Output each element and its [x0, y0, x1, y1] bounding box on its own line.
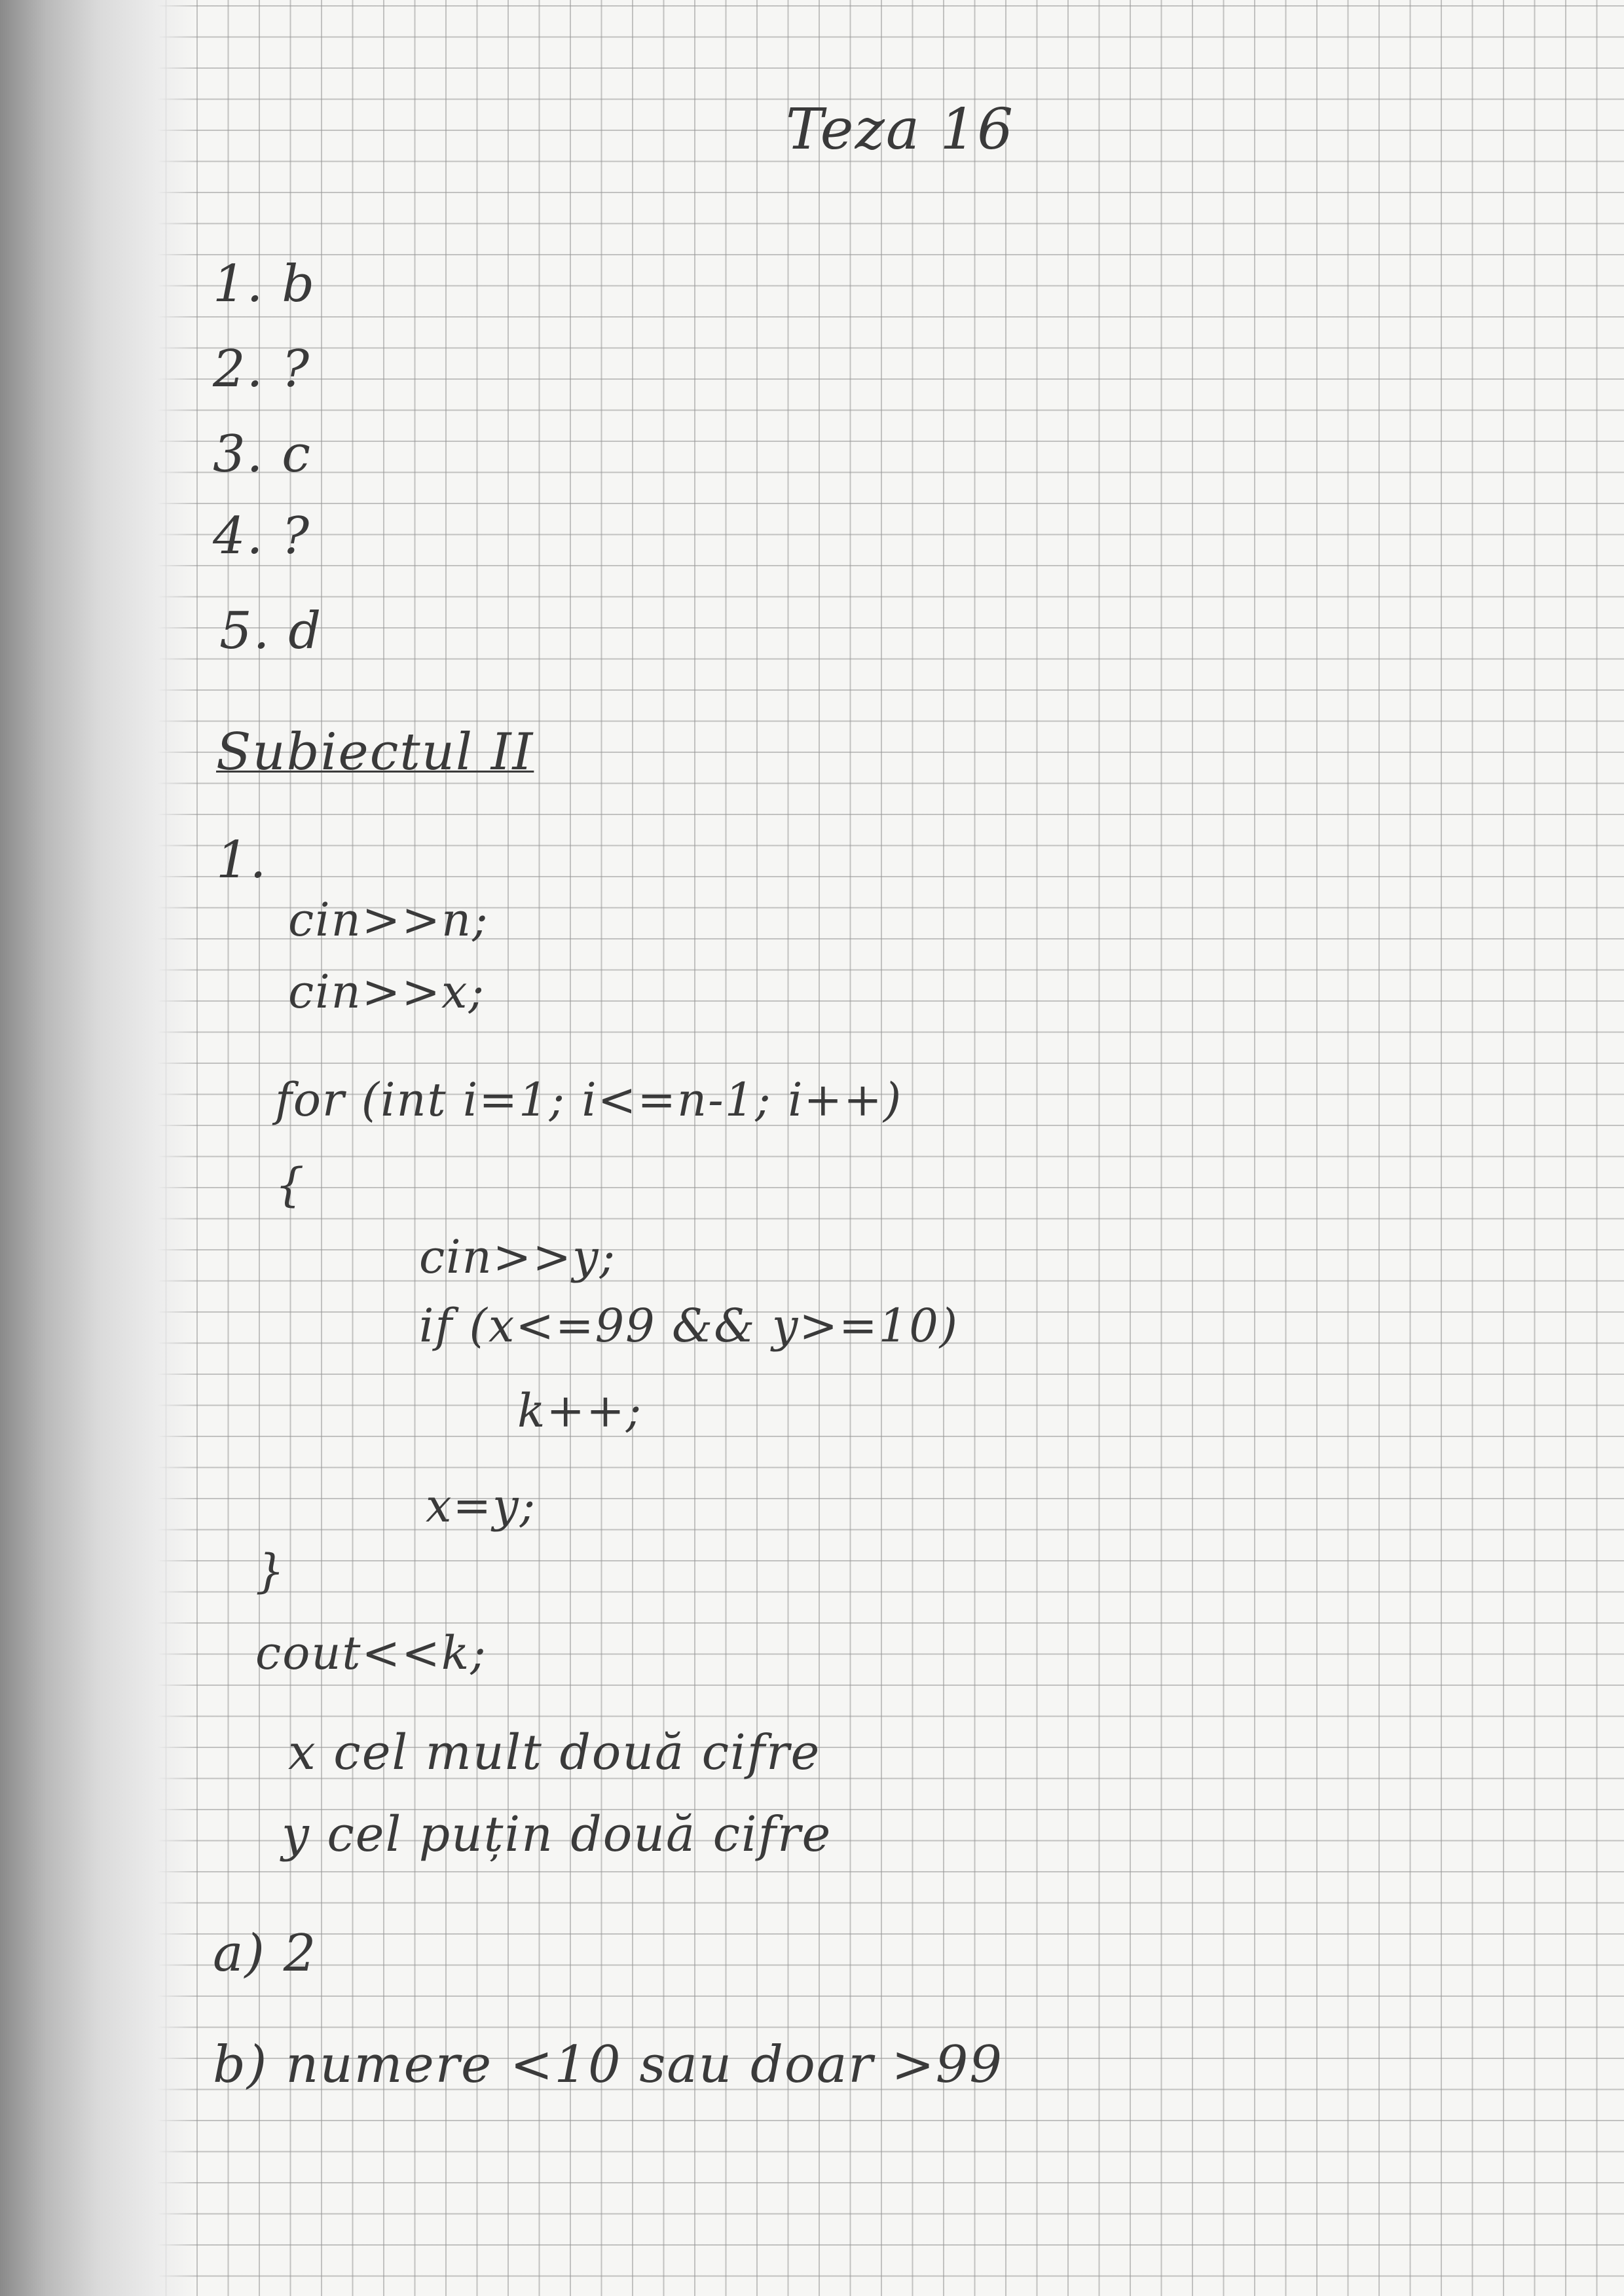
code-line: cin>>n;	[288, 893, 489, 947]
code-line: if (x<=99 && y>=10)	[419, 1299, 959, 1353]
answer-4: 4. ?	[213, 507, 311, 566]
page-title: Teza 16	[786, 97, 1014, 162]
code-line: cin>>x;	[288, 965, 486, 1019]
answer-3: 3. c	[213, 425, 312, 484]
code-line: {	[275, 1158, 306, 1212]
answer-a: a) 2	[213, 1924, 318, 1983]
code-line: k++;	[517, 1384, 643, 1438]
note-y: y cel puțin două cifre	[282, 1806, 832, 1863]
answer-1: 1. b	[213, 255, 316, 314]
section-heading: Subiectul II	[216, 723, 534, 782]
answer-b: b) numere <10 sau doar >99	[213, 2035, 1004, 2094]
item-number: 1.	[216, 831, 268, 890]
code-line: x=y;	[426, 1479, 537, 1533]
code-line: cout<<k;	[255, 1626, 487, 1680]
code-line: cin>>y;	[419, 1230, 617, 1284]
code-line: for (int i=1; i<=n-1; i++)	[275, 1073, 903, 1127]
code-line: }	[255, 1544, 286, 1598]
note-x: x cel mult două cifre	[288, 1724, 821, 1781]
answer-5: 5. d	[219, 602, 323, 661]
binding-shadow	[0, 0, 196, 2296]
answer-2: 2. ?	[213, 340, 311, 399]
